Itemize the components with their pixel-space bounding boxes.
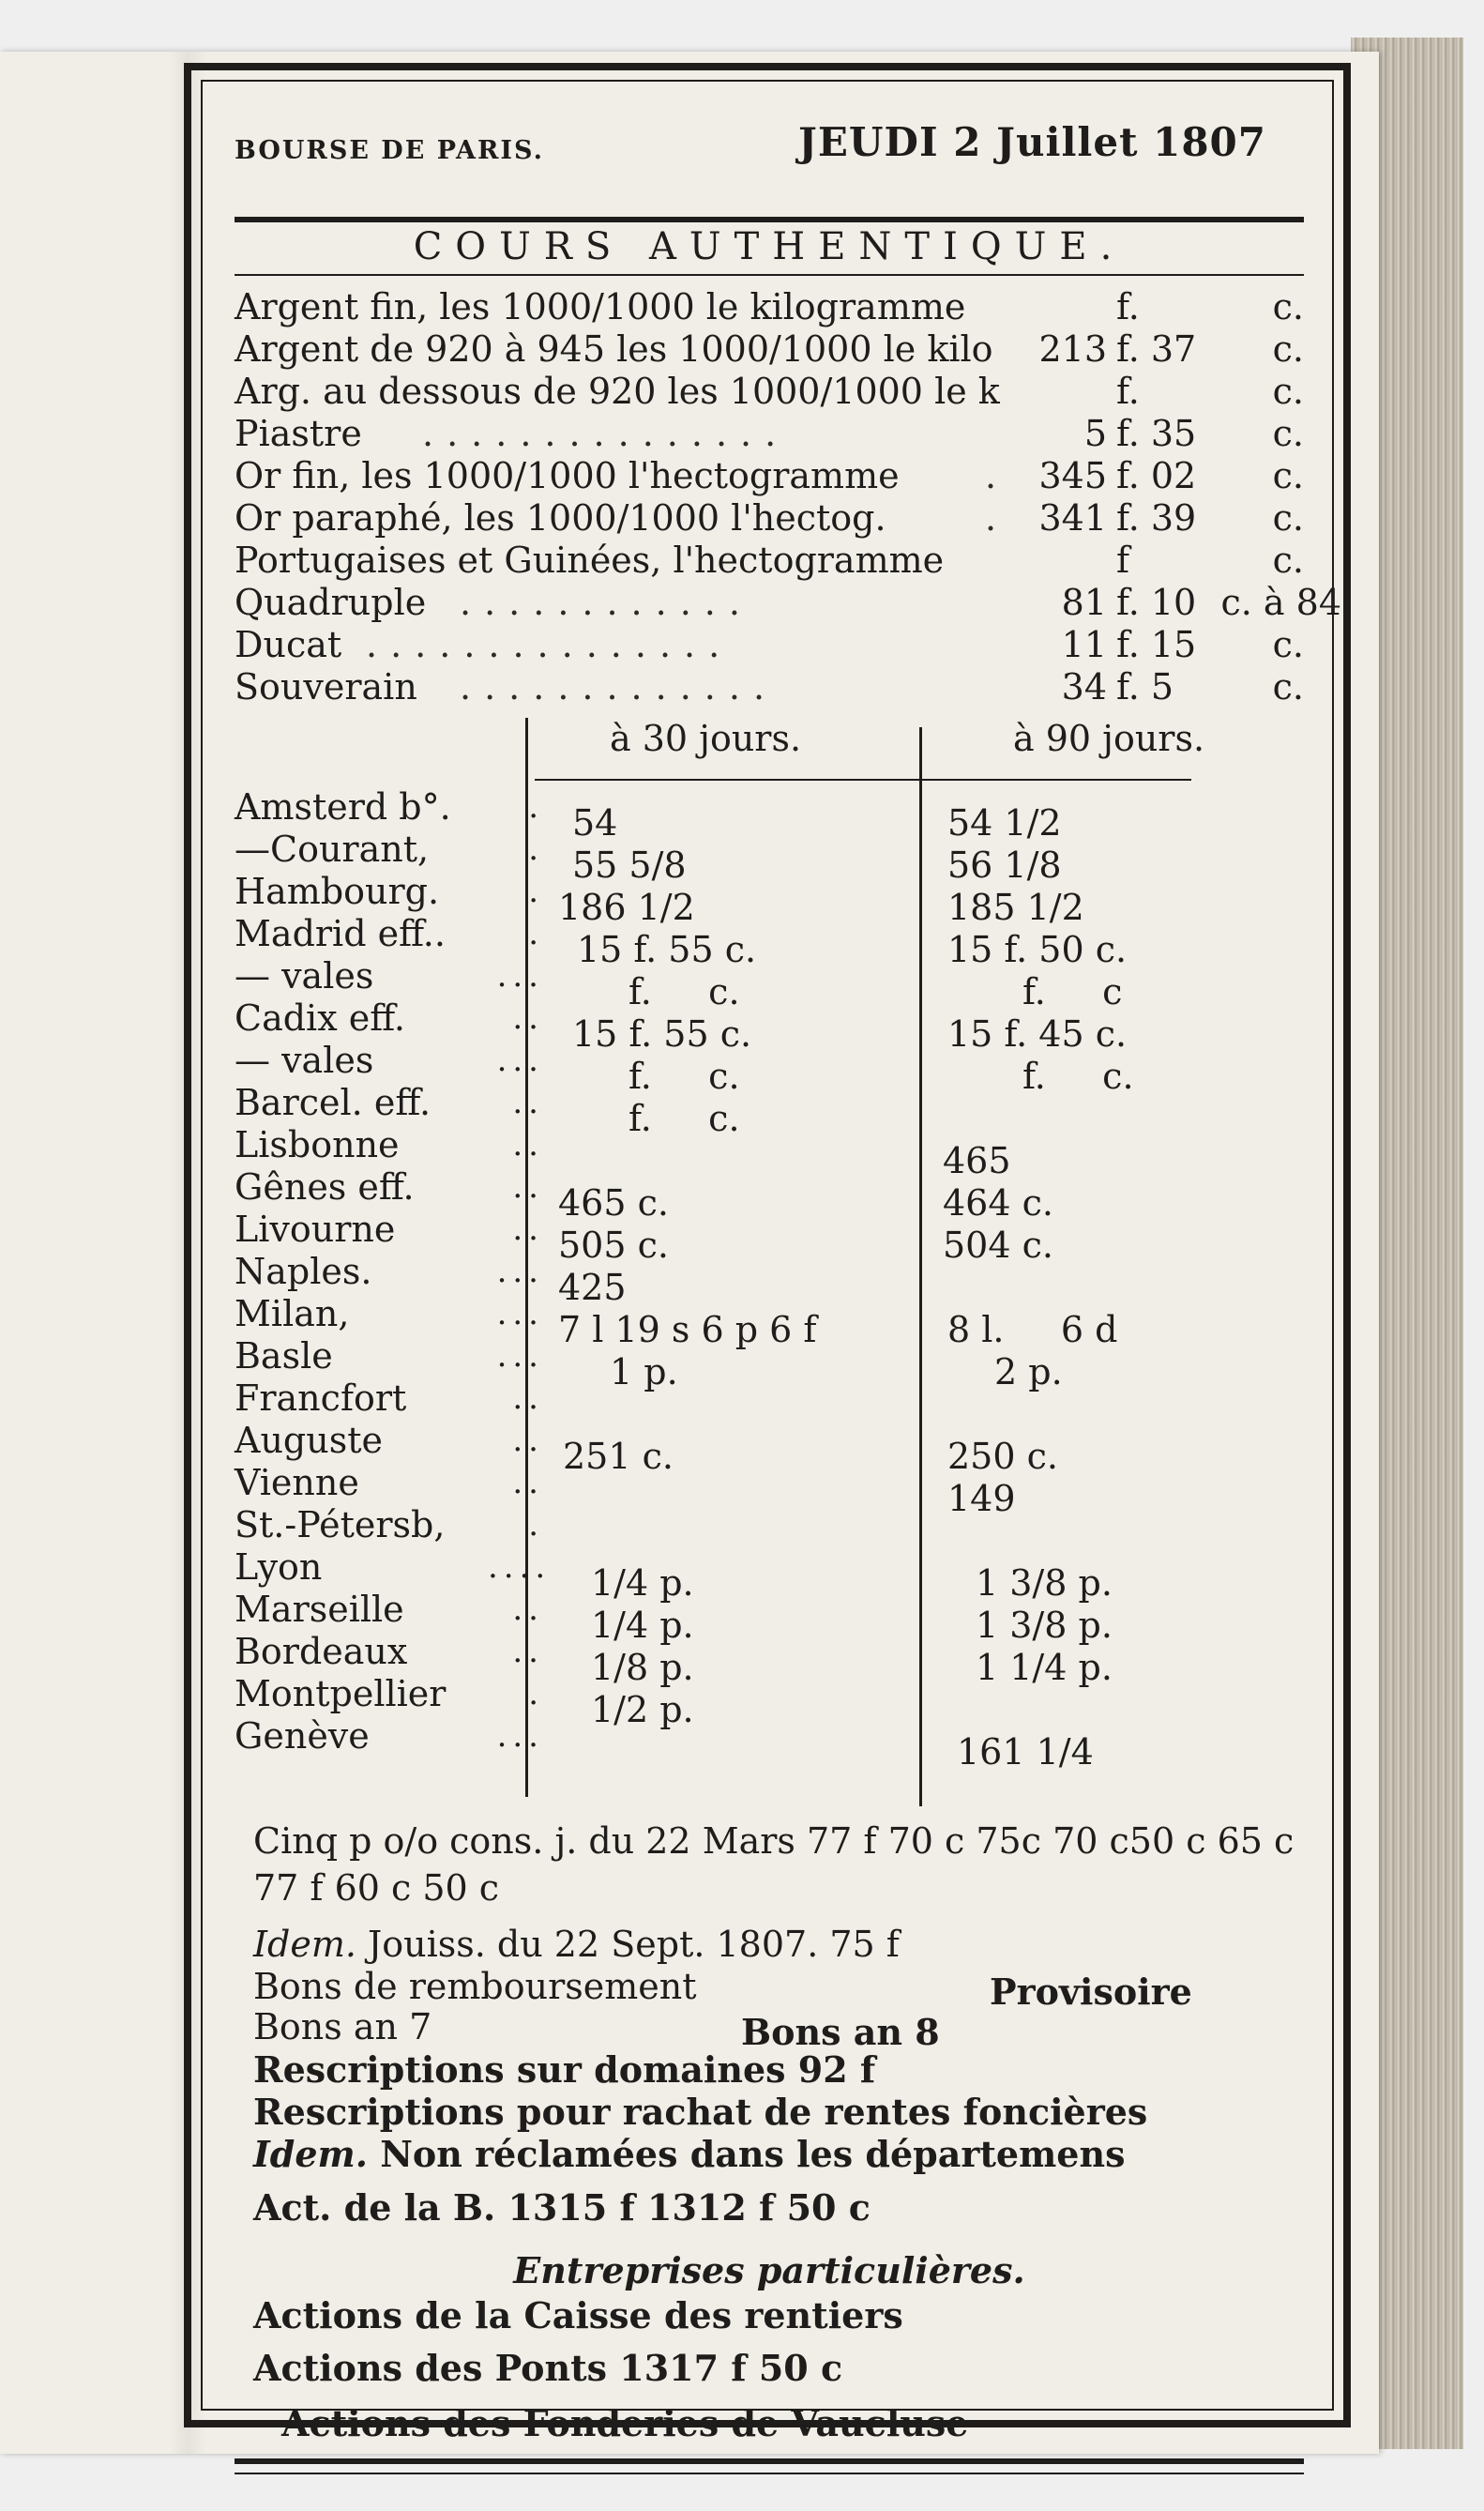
header-date: JEUDI 2 Juillet 1807 xyxy=(798,119,1266,165)
leader-dots: . xyxy=(528,830,544,868)
leader-dots: .. xyxy=(512,1168,544,1206)
leader-dots: .. xyxy=(512,1210,544,1248)
rescriptions-domaines: Rescriptions sur domaines 92 f xyxy=(253,2048,876,2091)
metal-value: 345 xyxy=(1038,455,1107,496)
idem-text: Non réclamées dans les départemens xyxy=(367,2133,1126,2175)
metal-row xyxy=(235,624,1304,665)
exchange-city: Milan, xyxy=(235,1293,350,1334)
exchange-city: Auguste xyxy=(235,1420,383,1461)
metal-label: Argent de 920 à 945 les 1000/1000 le kilo xyxy=(235,328,993,370)
metal-francs: f xyxy=(1116,540,1130,581)
rate-90-days: f. c. xyxy=(1022,1056,1134,1097)
metal-label: Or paraphé, les 1000/1000 l'hectog. xyxy=(235,497,886,539)
exchange-city: — vales xyxy=(235,955,374,997)
exchange-city: Barcel. eff. xyxy=(235,1082,432,1123)
rate-30-days: 425 xyxy=(558,1267,627,1308)
leader-dots: ... xyxy=(496,1337,544,1375)
leader-dots: . xyxy=(528,1506,544,1544)
rate-90-days: 54 1/2 xyxy=(947,802,1062,844)
metal-value: 213 xyxy=(1038,328,1107,370)
metal-centimes: c. xyxy=(1272,371,1304,412)
rescriptions-rachat: Rescriptions pour rachat de rentes foncières xyxy=(253,2091,1148,2133)
leader-dots: .. xyxy=(512,1126,544,1164)
actions-fonderies-vaucluse: Actions des Fonderies de Vaucluse xyxy=(281,2402,969,2444)
leader-dots: .. xyxy=(512,1633,544,1670)
metal-francs: f. 15 xyxy=(1116,624,1197,665)
metal-label: Arg. au dessous de 920 les 1000/1000 le k xyxy=(235,371,1000,412)
rate-90-days: 185 1/2 xyxy=(947,887,1084,928)
idem-jouissance-line xyxy=(253,1924,900,1965)
leader-dots: . xyxy=(985,455,1010,496)
exchange-city: Vienne xyxy=(235,1462,359,1503)
bottom-rule-thin xyxy=(235,2473,1304,2474)
metal-value: 11 xyxy=(1061,624,1107,665)
metal-row xyxy=(235,540,1304,581)
rate-30-days: 7 l 19 s 6 p 6 f xyxy=(558,1309,817,1350)
metal-value: 34 xyxy=(1061,666,1107,708)
rate-30-days: 15 f. 55 c. xyxy=(577,929,757,970)
metal-row xyxy=(235,371,1304,412)
metal-centimes: c. xyxy=(1272,413,1304,454)
metal-row xyxy=(235,328,1304,370)
metal-centimes: c. xyxy=(1272,624,1304,665)
metal-francs: f. 37 xyxy=(1116,328,1197,370)
leader-dots: ... xyxy=(496,1295,544,1332)
exchange-city: Montpellier xyxy=(235,1673,447,1714)
leader-dots: ... xyxy=(496,1717,544,1755)
metal-francs: f. xyxy=(1116,371,1140,412)
rate-30-days: 54 xyxy=(572,802,618,844)
rate-30-days: f. c. xyxy=(628,971,740,1012)
bons-an-8: Bons an 8 xyxy=(741,2011,940,2053)
bons-an-7: Bons an 7 xyxy=(253,2006,432,2047)
metal-label: Portugaises et Guinées, l'hectogramme xyxy=(235,540,945,581)
metal-centimes: c. xyxy=(1272,286,1304,327)
rate-90-days: 161 1/4 xyxy=(957,1731,1094,1773)
leader-dots: ... xyxy=(496,957,544,995)
cinq-pour-cent-line1: Cinq p o/o cons. j. du 22 Mars 77 f 70 c 75c 70 c50 c 65 c xyxy=(253,1820,1295,1862)
rate-30-days: 1 p. xyxy=(610,1351,678,1392)
actions-banque: Act. de la B. 1315 f 1312 f 50 c xyxy=(253,2186,871,2229)
metal-label: Or fin, les 1000/1000 l'hectogramme xyxy=(235,455,900,496)
metal-centimes: c. xyxy=(1272,328,1304,370)
header-rule-top xyxy=(235,217,1304,222)
leader-dots: . xyxy=(528,915,544,952)
metal-centimes: c. xyxy=(1272,666,1304,708)
exchange-city: — vales xyxy=(235,1040,374,1081)
bons-remboursement: Bons de remboursement xyxy=(253,1966,697,2007)
actions-caisse-rentiers: Actions de la Caisse des rentiers xyxy=(253,2294,903,2336)
exchange-city: Livourne xyxy=(235,1209,396,1250)
rate-30-days: 251 c. xyxy=(563,1436,674,1477)
exchange-city: Cadix eff. xyxy=(235,997,405,1039)
leader-dots: . xyxy=(985,497,1010,539)
metal-label: Quadruple xyxy=(235,582,427,623)
exchange-city: Lisbonne xyxy=(235,1124,400,1165)
rate-90-days: f. c xyxy=(1022,971,1123,1012)
rate-90-days: 15 f. 50 c. xyxy=(947,929,1128,970)
header-bourse-title: BOURSE DE PARIS. xyxy=(235,136,544,165)
page-header xyxy=(235,108,1304,174)
exchange-head-30-days: à 30 jours. xyxy=(610,718,802,759)
metal-label: Souverain xyxy=(235,666,417,708)
metal-value: 5 xyxy=(1083,413,1107,454)
metal-centimes: c. xyxy=(1272,497,1304,539)
metal-francs: f. 5 xyxy=(1116,666,1174,708)
exchange-city: —Courant, xyxy=(235,829,430,870)
rate-90-days: 2 p. xyxy=(994,1351,1063,1392)
rate-30-days: 186 1/2 xyxy=(558,887,695,928)
leader-dots: ............... xyxy=(366,624,734,665)
rate-30-days: f. c. xyxy=(628,1056,740,1097)
rate-30-days: 1/4 p. xyxy=(591,1562,694,1604)
leader-dots: . xyxy=(528,788,544,826)
exchange-city: Madrid eff.. xyxy=(235,913,446,954)
metal-value: 341 xyxy=(1038,497,1107,539)
exchange-city: Marseille xyxy=(235,1589,404,1630)
metal-francs: f. 35 xyxy=(1116,413,1197,454)
metal-francs: f. xyxy=(1116,286,1140,327)
page-title: COURS AUTHENTIQUE. xyxy=(413,225,1126,268)
cinq-pour-cent-line2: 77 f 60 c 50 c xyxy=(253,1867,500,1909)
exchange-city: St.-Pétersb, xyxy=(235,1504,446,1545)
idem-non-reclamees-line xyxy=(253,2133,1126,2175)
exchange-city: Basle xyxy=(235,1335,333,1377)
metal-row xyxy=(235,286,1304,327)
exchange-city: Naples. xyxy=(235,1251,372,1292)
leader-dots: ............. xyxy=(460,666,779,708)
leader-dots: .... xyxy=(488,1548,552,1586)
rate-30-days: 1/8 p. xyxy=(591,1647,694,1688)
metal-francs: f. 39 xyxy=(1116,497,1197,539)
leader-dots: . xyxy=(528,873,544,910)
rate-30-days: 465 c. xyxy=(558,1182,669,1224)
leader-dots: .. xyxy=(512,999,544,1037)
exchange-city: Francfort xyxy=(235,1377,407,1419)
rate-90-days: 1 3/8 p. xyxy=(976,1562,1113,1604)
leader-dots: .. xyxy=(512,1590,544,1628)
rate-30-days: 55 5/8 xyxy=(572,845,687,886)
metal-row xyxy=(235,497,1304,539)
actions-ponts: Actions des Ponts 1317 f 50 c xyxy=(253,2347,843,2389)
rate-90-days: 1 3/8 p. xyxy=(976,1605,1113,1646)
idem-label: Idem. xyxy=(253,1924,356,1965)
rate-30-days: 1/2 p. xyxy=(591,1689,694,1730)
leader-dots: .. xyxy=(512,1464,544,1501)
newspaper-page xyxy=(0,52,1379,2454)
leader-dots: ... xyxy=(496,1253,544,1290)
rate-90-days: 149 xyxy=(947,1478,1016,1519)
exchange-city: Genève xyxy=(235,1715,370,1757)
exchange-city: Hambourg. xyxy=(235,871,440,912)
idem-text: Jouiss. du 22 Sept. 1807. 75 f xyxy=(356,1924,900,1965)
rate-90-days: 250 c. xyxy=(947,1436,1058,1477)
rate-30-days: 15 f. 55 c. xyxy=(572,1013,752,1055)
metal-centimes: c. à 84 xyxy=(1220,582,1341,623)
metal-centimes: c. xyxy=(1272,540,1304,581)
title-rule-bottom xyxy=(235,274,1304,276)
rate-90-days: 1 1/4 p. xyxy=(976,1647,1113,1688)
exchange-city: Bordeaux xyxy=(235,1631,408,1672)
metal-row xyxy=(235,666,1304,708)
metal-label: Ducat xyxy=(235,624,342,665)
leader-dots: .. xyxy=(512,1084,544,1121)
metal-value: 81 xyxy=(1061,582,1107,623)
metal-row xyxy=(235,413,1304,454)
idem-label: Idem. xyxy=(253,2133,368,2175)
metal-label: Argent fin, les 1000/1000 le kilogramme xyxy=(235,286,966,327)
rate-30-days: f. c. xyxy=(628,1098,740,1139)
metal-centimes: c. xyxy=(1272,455,1304,496)
metal-francs: f. 10 xyxy=(1116,582,1197,623)
rate-90-days: 464 c. xyxy=(943,1182,1053,1224)
rate-30-days: 505 c. xyxy=(558,1225,669,1266)
rate-30-days: 1/4 p. xyxy=(591,1605,694,1646)
exchange-column-divider-right xyxy=(919,727,922,1806)
metal-row xyxy=(235,455,1304,496)
entreprises-particulieres-heading: Entreprises particulières. xyxy=(513,2249,1025,2291)
rate-90-days: 465 xyxy=(943,1140,1011,1181)
metal-label: Piastre xyxy=(235,413,362,454)
leader-dots: .. xyxy=(512,1379,544,1417)
bottom-rule-thick xyxy=(235,2458,1304,2464)
exchange-city: Lyon xyxy=(235,1546,323,1588)
leader-dots: . xyxy=(528,1675,544,1712)
leader-dots: .. xyxy=(512,1422,544,1459)
leader-dots: ............ xyxy=(460,582,753,623)
rate-90-days: 8 l. 6 d xyxy=(947,1309,1118,1350)
provisoire-label: Provisoire xyxy=(990,1971,1192,2013)
rate-90-days: 15 f. 45 c. xyxy=(947,1013,1128,1055)
rate-90-days: 56 1/8 xyxy=(947,845,1062,886)
exchange-head-90-days: à 90 jours. xyxy=(1013,718,1205,759)
metal-row xyxy=(235,582,1341,623)
exchange-head-rule xyxy=(535,779,1191,781)
exchange-city: Amsterd b°. xyxy=(235,786,451,828)
metal-francs: f. 02 xyxy=(1116,455,1197,496)
rate-90-days: 504 c. xyxy=(943,1225,1053,1266)
leader-dots: ... xyxy=(496,1042,544,1079)
exchange-city: Gênes eff. xyxy=(235,1166,415,1208)
leader-dots: ............... xyxy=(422,413,790,454)
